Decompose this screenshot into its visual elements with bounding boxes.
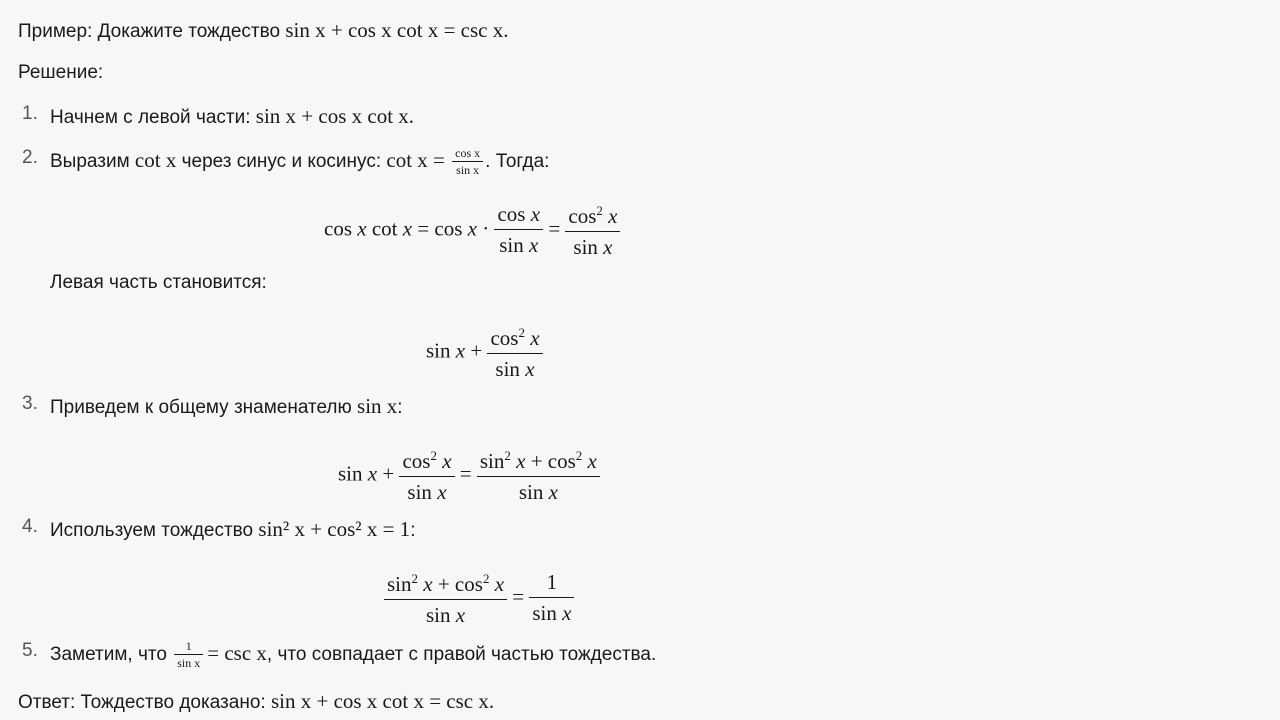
equation-cos-cot: cos x cot x = cos x · $\frac{\text{cos x}}{\text{sin x}}$ = $\frac{\cos^2 x}{\text{sin x}}$ xyxy=(324,198,620,260)
step-text xyxy=(50,516,415,544)
step-4-math: sin² x + cos² x = 1 xyxy=(258,517,411,541)
answer-text: : Тождество доказано: xyxy=(70,692,271,713)
step-3-suffix: : xyxy=(397,397,403,418)
example-label: Пример xyxy=(18,21,88,42)
step-5-math: = csc x xyxy=(207,641,267,665)
step-text xyxy=(50,103,414,131)
answer-line xyxy=(18,688,494,716)
solution-colon: : xyxy=(97,62,104,83)
example-text: : Докажите тождество xyxy=(87,21,286,42)
step-3 xyxy=(0,393,1280,419)
left-side-text: Левая часть становится: xyxy=(50,272,267,293)
step-number: 1. xyxy=(22,103,38,124)
fraction-denominator: sin x xyxy=(177,656,201,671)
step-1 xyxy=(0,103,1280,129)
step-2-text-c: . Тогда: xyxy=(485,151,550,172)
step-2 xyxy=(0,147,1280,177)
step-text xyxy=(50,640,656,669)
step-number: 3. xyxy=(22,393,38,414)
step-2-text-a: Выразим xyxy=(50,151,135,172)
fraction-denominator: sin x xyxy=(456,163,480,178)
step-3-math: sin x xyxy=(357,394,398,418)
step-4-suffix: : xyxy=(410,520,416,541)
step-2-math-b: cot x = xyxy=(386,148,445,172)
step-2-math-a: cot x xyxy=(134,148,177,172)
solution-heading xyxy=(18,60,103,86)
step-5 xyxy=(0,638,1280,671)
step-3-text: Приведем к общему знаменателю xyxy=(50,397,358,418)
answer-identity: sin x + cos x cot x = csc x. xyxy=(270,689,495,713)
step-number: 2. xyxy=(22,147,38,168)
equation-pythagorean: $\frac{\sin^2 x + \cos^2 x}{\text{sin x}}$ = $\frac{1}{\text{sin x}}$ xyxy=(384,566,574,628)
step-2-text-b: через синус и косинус: xyxy=(176,151,387,172)
equation-left-side: sin x + $\frac{\cos^2 x}{\text{sin x}}$ xyxy=(426,320,543,382)
example-line xyxy=(18,17,509,45)
step-4 xyxy=(0,516,1280,542)
step-text xyxy=(50,393,403,421)
equation-common-denominator: sin x + $\frac{\cos^2 x}{\text{sin x}}$ = $\frac{\sin^2 x + \cos^2 x}{\text{sin x}}$ xyxy=(338,443,600,505)
step-number: 5. xyxy=(22,640,38,661)
example-identity: sin x + cos x cot x = csc x. xyxy=(285,18,509,42)
step-5-text-b: , что совпадает с правой частью тождества. xyxy=(266,644,657,665)
step-number: 4. xyxy=(22,516,38,537)
step-4-text: Используем тождество xyxy=(50,520,259,541)
step-1-math: sin x + cos x cot x. xyxy=(255,104,415,128)
fraction-numerator: 1 xyxy=(174,640,203,655)
step-text xyxy=(50,147,549,176)
step-1-text: Начнем с левой части: xyxy=(50,107,256,128)
cot-fraction xyxy=(452,147,483,176)
step-5-text-a: Заметим, что xyxy=(50,644,173,665)
answer-label: Ответ xyxy=(18,692,70,713)
solution-label: Решение xyxy=(18,62,98,83)
fraction-numerator: cos x xyxy=(452,147,483,162)
reciprocal-fraction xyxy=(174,640,203,669)
